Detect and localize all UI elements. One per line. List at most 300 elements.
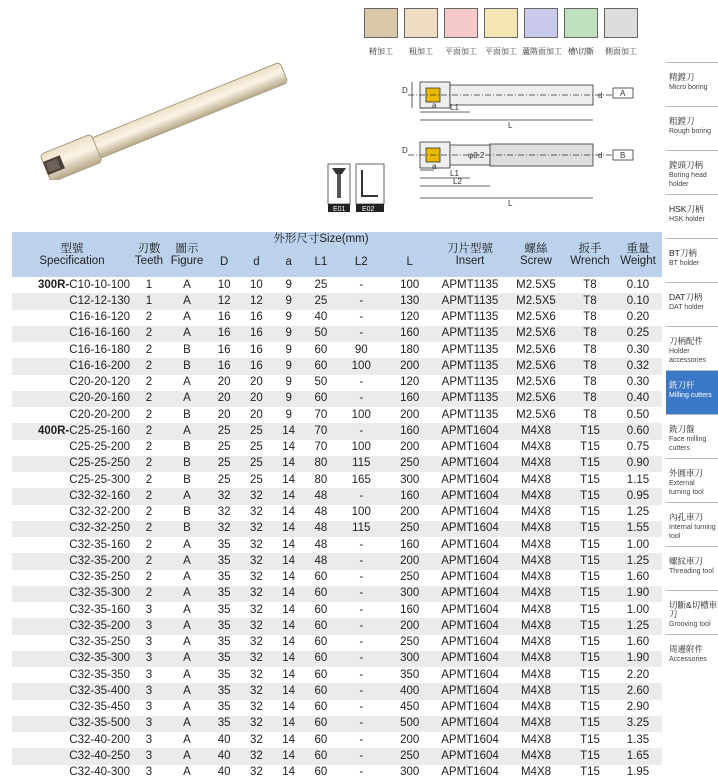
cell-insert: APMT1604	[434, 602, 506, 618]
cell-insert: APMT1135	[434, 391, 506, 407]
cell-teeth: 2	[132, 521, 166, 537]
dim-L1-label-b: L1	[450, 169, 459, 178]
cell-wrench: T8	[566, 326, 614, 342]
cell-L2: 115	[337, 456, 385, 472]
table-row	[12, 635, 662, 651]
header-specification: 型號 Specification	[12, 232, 132, 277]
cell-D: 40	[208, 732, 240, 748]
cell-fig: A	[166, 423, 208, 439]
machining-legend	[362, 8, 670, 64]
sidebar-item[interactable]	[666, 370, 718, 414]
spec-code: C32-40-200	[69, 733, 130, 746]
cell-a: 14	[273, 553, 305, 569]
cell-wrench: T8	[566, 342, 614, 358]
spec-cell	[12, 423, 132, 439]
cell-screw: M4X8	[506, 440, 566, 456]
sidebar-item-label: 切斷&切槽車刀	[669, 600, 718, 619]
cell-D: 40	[208, 748, 240, 764]
spec-code: C20-20-120	[69, 376, 130, 389]
cell-screw: M2.5X6	[506, 310, 566, 326]
cell-fig: A	[166, 716, 208, 732]
cell-screw: M4X8	[506, 667, 566, 683]
cell-teeth: 2	[132, 342, 166, 358]
cell-D: 35	[208, 667, 240, 683]
spec-cell	[12, 342, 132, 358]
table-row	[12, 456, 662, 472]
legend-item	[362, 8, 400, 57]
cell-d: 32	[240, 716, 272, 732]
table-row	[12, 505, 662, 521]
cell-L2: 165	[337, 472, 385, 488]
sidebar-item-label: HSK刀柄	[669, 204, 704, 214]
header-weight: 重量 Weight	[614, 232, 662, 277]
cell-L1: 60	[305, 765, 337, 781]
spec-cell	[12, 765, 132, 781]
table-row	[12, 700, 662, 716]
spec-cell	[12, 635, 132, 651]
table-row	[12, 586, 662, 602]
sidebar-item-label: 螺紋車刀	[669, 556, 704, 566]
cell-screw: M4X8	[506, 521, 566, 537]
cell-D: 35	[208, 635, 240, 651]
cell-wrench: T15	[566, 765, 614, 781]
spec-code: C20-20-160	[69, 392, 130, 405]
cell-wrench: T15	[566, 521, 614, 537]
cell-L2: -	[337, 667, 385, 683]
cell-fig: B	[166, 472, 208, 488]
sidebar-item[interactable]	[666, 150, 718, 194]
cell-wrench: T15	[566, 488, 614, 504]
cell-wrench: T8	[566, 391, 614, 407]
cell-L1: 60	[305, 683, 337, 699]
cell-fig: B	[166, 505, 208, 521]
cell-L1: 80	[305, 456, 337, 472]
sidebar-item[interactable]	[666, 282, 718, 326]
legend-label: 平面加工	[485, 47, 517, 56]
cell-L2: -	[337, 618, 385, 634]
cell-fig: A	[166, 375, 208, 391]
cell-weight: 0.30	[614, 375, 662, 391]
sidebar-item[interactable]	[666, 502, 718, 546]
cell-wrench: T15	[566, 440, 614, 456]
cell-a: 9	[273, 326, 305, 342]
table-row	[12, 602, 662, 618]
spec-code: C25-25-160	[69, 424, 130, 437]
header-screw: 螺絲 Screw	[506, 232, 566, 277]
cell-L2: 100	[337, 440, 385, 456]
cell-L2: -	[337, 326, 385, 342]
cell-weight: 0.20	[614, 310, 662, 326]
cell-L: 200	[385, 358, 434, 374]
cell-d: 25	[240, 456, 272, 472]
cell-L1: 40	[305, 310, 337, 326]
sidebar-item-sublabel: Face milling cutters	[669, 436, 707, 452]
cell-L2: -	[337, 700, 385, 716]
cell-wrench: T15	[566, 537, 614, 553]
cell-weight: 2.60	[614, 683, 662, 699]
cell-wrench: T15	[566, 716, 614, 732]
cell-screw: M4X8	[506, 716, 566, 732]
cell-teeth: 2	[132, 310, 166, 326]
header-L2: L2	[337, 246, 385, 277]
table-row	[12, 277, 662, 293]
spec-code: C32-35-160	[69, 603, 130, 616]
category-sidebar	[666, 62, 718, 678]
cell-a: 9	[273, 358, 305, 374]
sidebar-item-sublabel: DAT holder	[669, 304, 704, 311]
cell-L1: 60	[305, 602, 337, 618]
cell-screw: M2.5X6	[506, 358, 566, 374]
cell-insert: APMT1135	[434, 277, 506, 293]
cell-d: 32	[240, 488, 272, 504]
cell-teeth: 2	[132, 456, 166, 472]
cell-teeth: 1	[132, 277, 166, 293]
cell-wrench: T8	[566, 375, 614, 391]
cell-wrench: T15	[566, 570, 614, 586]
cell-a: 9	[273, 407, 305, 423]
dim-L1-label: L1	[450, 103, 459, 112]
table-row	[12, 667, 662, 683]
dim-D-label-b: D	[402, 146, 408, 155]
sidebar-item-sublabel: External turning tool	[669, 480, 704, 496]
cell-L: 250	[385, 570, 434, 586]
cell-L: 160	[385, 326, 434, 342]
e02-label: E02	[362, 206, 375, 212]
spec-cell	[12, 732, 132, 748]
cell-fig: B	[166, 521, 208, 537]
cell-D: 20	[208, 375, 240, 391]
cell-wrench: T8	[566, 407, 614, 423]
sidebar-item[interactable]	[666, 326, 718, 370]
cell-fig: B	[166, 358, 208, 374]
cell-fig: A	[166, 602, 208, 618]
sidebar-item[interactable]	[666, 62, 718, 106]
cell-fig: A	[166, 700, 208, 716]
cell-insert: APMT1604	[434, 472, 506, 488]
cell-L1: 60	[305, 732, 337, 748]
sidebar-item-label: 外圓車刀	[669, 468, 704, 478]
spec-code: C32-35-250	[69, 571, 130, 584]
cell-weight: 3.25	[614, 716, 662, 732]
cell-L1: 60	[305, 358, 337, 374]
sidebar-item-sublabel: Micro boring	[669, 84, 708, 91]
cell-L2: -	[337, 277, 385, 293]
header-L: L	[385, 246, 434, 277]
cell-teeth: 2	[132, 423, 166, 439]
cell-L: 250	[385, 521, 434, 537]
cell-d: 32	[240, 505, 272, 521]
cell-wrench: T8	[566, 310, 614, 326]
header-d: d	[240, 246, 272, 277]
cell-screw: M4X8	[506, 423, 566, 439]
sidebar-item[interactable]	[666, 238, 718, 282]
cell-screw: M2.5X6	[506, 342, 566, 358]
sidebar-item[interactable]	[666, 546, 718, 590]
cell-teeth: 2	[132, 440, 166, 456]
cell-d: 25	[240, 472, 272, 488]
cell-weight: 1.90	[614, 651, 662, 667]
cell-L: 300	[385, 765, 434, 781]
cell-L: 500	[385, 716, 434, 732]
cell-d: 16	[240, 358, 272, 374]
spec-code: C32-35-450	[69, 701, 130, 714]
sidebar-item[interactable]	[666, 458, 718, 502]
cell-L2: 100	[337, 505, 385, 521]
cell-D: 35	[208, 537, 240, 553]
legend-label: 側面加工	[605, 47, 637, 56]
cell-L2: 115	[337, 521, 385, 537]
figure-b-box: B	[620, 151, 626, 160]
cell-a: 14	[273, 667, 305, 683]
cell-L: 200	[385, 505, 434, 521]
cell-a: 14	[273, 586, 305, 602]
cell-weight: 1.25	[614, 505, 662, 521]
cell-screw: M2.5X5	[506, 277, 566, 293]
cell-weight: 0.50	[614, 407, 662, 423]
sidebar-item-sublabel: Boring head holder	[669, 172, 707, 188]
cell-insert: APMT1604	[434, 537, 506, 553]
cell-a: 14	[273, 456, 305, 472]
spec-cell	[12, 472, 132, 488]
cell-wrench: T8	[566, 358, 614, 374]
cell-d: 10	[240, 277, 272, 293]
cell-weight: 0.30	[614, 342, 662, 358]
cell-screw: M2.5X6	[506, 407, 566, 423]
cell-wrench: T15	[566, 553, 614, 569]
cell-a: 14	[273, 732, 305, 748]
sidebar-item-label: DAT刀柄	[669, 292, 703, 302]
table-row	[12, 407, 662, 423]
cell-insert: APMT1604	[434, 440, 506, 456]
cell-L: 160	[385, 488, 434, 504]
spec-code: C32-35-350	[69, 668, 130, 681]
cell-wrench: T15	[566, 586, 614, 602]
table-row	[12, 765, 662, 781]
cell-screw: M4X8	[506, 488, 566, 504]
cell-fig: A	[166, 635, 208, 651]
cell-L2: -	[337, 586, 385, 602]
cell-L: 160	[385, 423, 434, 439]
table-row	[12, 440, 662, 456]
tool-photo	[28, 60, 298, 180]
cell-d: 32	[240, 765, 272, 781]
cell-L2: -	[337, 602, 385, 618]
spec-cell	[12, 326, 132, 342]
header-a: a	[273, 246, 305, 277]
dimension-drawing	[398, 70, 638, 220]
cell-fig: A	[166, 553, 208, 569]
cell-a: 9	[273, 391, 305, 407]
cell-D: 35	[208, 683, 240, 699]
cell-a: 14	[273, 716, 305, 732]
cell-d: 32	[240, 618, 272, 634]
legend-label: 平面加工	[445, 47, 477, 56]
table-row	[12, 472, 662, 488]
table-row	[12, 732, 662, 748]
cell-a: 14	[273, 440, 305, 456]
spec-code: C32-35-500	[69, 717, 130, 730]
cell-insert: APMT1604	[434, 618, 506, 634]
cell-D: 35	[208, 586, 240, 602]
cell-d: 32	[240, 586, 272, 602]
dim-L-label-b: L	[508, 199, 513, 208]
cell-fig: A	[166, 326, 208, 342]
cell-fig: A	[166, 732, 208, 748]
cell-L: 160	[385, 391, 434, 407]
cell-L1: 48	[305, 488, 337, 504]
sidebar-item[interactable]	[666, 414, 718, 458]
spec-cell	[12, 537, 132, 553]
cell-insert: APMT1604	[434, 570, 506, 586]
cell-L: 400	[385, 683, 434, 699]
cell-insert: APMT1604	[434, 651, 506, 667]
sidebar-item[interactable]	[666, 590, 718, 634]
table-row	[12, 537, 662, 553]
cell-L1: 25	[305, 293, 337, 309]
cell-wrench: T15	[566, 748, 614, 764]
spec-cell	[12, 586, 132, 602]
cell-wrench: T15	[566, 651, 614, 667]
dim-L2-label: L2	[453, 177, 462, 186]
cell-weight: 0.32	[614, 358, 662, 374]
cell-fig: A	[166, 765, 208, 781]
spec-code: C32-35-160	[69, 538, 130, 551]
cell-L: 450	[385, 700, 434, 716]
specification-table	[12, 232, 662, 781]
sidebar-item-sublabel: Grooving tool	[669, 621, 711, 628]
cell-teeth: 2	[132, 407, 166, 423]
cell-teeth: 2	[132, 488, 166, 504]
cell-d: 32	[240, 570, 272, 586]
cell-L1: 50	[305, 326, 337, 342]
cell-weight: 0.75	[614, 440, 662, 456]
spec-code: C16-16-120	[69, 311, 130, 324]
cell-teeth: 2	[132, 375, 166, 391]
cell-a: 14	[273, 537, 305, 553]
cell-D: 40	[208, 765, 240, 781]
cell-a: 14	[273, 651, 305, 667]
cell-wrench: T15	[566, 472, 614, 488]
cell-wrench: T15	[566, 732, 614, 748]
cell-D: 10	[208, 277, 240, 293]
cell-insert: APMT1604	[434, 765, 506, 781]
legend-item	[402, 8, 440, 57]
cell-weight: 1.00	[614, 537, 662, 553]
legend-swatch	[404, 8, 438, 38]
spec-cell	[12, 748, 132, 764]
cell-fig: A	[166, 537, 208, 553]
cell-d: 16	[240, 310, 272, 326]
cell-L2: 100	[337, 407, 385, 423]
cell-fig: A	[166, 391, 208, 407]
cell-L: 180	[385, 342, 434, 358]
cell-L1: 70	[305, 407, 337, 423]
cell-a: 14	[273, 488, 305, 504]
sidebar-item-label: 銑刀杆	[669, 380, 695, 390]
cell-D: 16	[208, 310, 240, 326]
cell-a: 14	[273, 748, 305, 764]
cell-teeth: 3	[132, 732, 166, 748]
table-row	[12, 391, 662, 407]
cell-screw: M4X8	[506, 748, 566, 764]
cell-wrench: T15	[566, 618, 614, 634]
cell-d: 12	[240, 293, 272, 309]
legend-item	[562, 8, 600, 57]
cell-teeth: 2	[132, 553, 166, 569]
cell-L2: -	[337, 748, 385, 764]
legend-swatch	[364, 8, 398, 38]
cell-fig: B	[166, 440, 208, 456]
cell-insert: APMT1135	[434, 293, 506, 309]
cell-screw: M2.5X6	[506, 391, 566, 407]
cell-a: 14	[273, 505, 305, 521]
spec-code: C32-32-250	[69, 522, 130, 535]
cell-teeth: 1	[132, 293, 166, 309]
table-row	[12, 423, 662, 439]
cell-a: 14	[273, 602, 305, 618]
cell-teeth: 3	[132, 618, 166, 634]
cell-a: 9	[273, 342, 305, 358]
cell-D: 16	[208, 358, 240, 374]
spec-code: C16-16-160	[69, 327, 130, 340]
cell-weight: 0.95	[614, 488, 662, 504]
header-figure: 圖示 Figure	[166, 232, 208, 277]
spec-cell	[12, 602, 132, 618]
cell-insert: APMT1135	[434, 358, 506, 374]
spec-code: C32-40-300	[69, 766, 130, 779]
sidebar-item[interactable]	[666, 106, 718, 150]
sidebar-item[interactable]	[666, 194, 718, 238]
spec-code: C32-35-200	[69, 619, 130, 632]
sidebar-item-label: 刀柄配件	[669, 336, 704, 346]
cell-a: 14	[273, 521, 305, 537]
cell-insert: APMT1604	[434, 521, 506, 537]
cell-L2: -	[337, 683, 385, 699]
spec-cell	[12, 683, 132, 699]
table-row	[12, 553, 662, 569]
cell-a: 14	[273, 472, 305, 488]
spec-cell	[12, 667, 132, 683]
cell-L: 300	[385, 472, 434, 488]
cell-L: 250	[385, 456, 434, 472]
cell-L1: 60	[305, 635, 337, 651]
cell-weight: 1.00	[614, 602, 662, 618]
spec-code: C32-35-250	[69, 636, 130, 649]
cell-screw: M4X8	[506, 651, 566, 667]
cell-d: 25	[240, 440, 272, 456]
cell-D: 16	[208, 326, 240, 342]
table-row	[12, 618, 662, 634]
cell-insert: APMT1135	[434, 342, 506, 358]
cell-L2: -	[337, 716, 385, 732]
sidebar-item-sublabel: Accessories	[669, 656, 707, 663]
header-wrench: 扳手 Wrench	[566, 232, 614, 277]
legend-swatch	[444, 8, 478, 38]
sidebar-item[interactable]	[666, 634, 718, 678]
sidebar-item-sublabel: BT holder	[669, 260, 700, 267]
cell-weight: 1.25	[614, 618, 662, 634]
figure-a-box: A	[620, 89, 626, 98]
cell-L1: 60	[305, 748, 337, 764]
cell-L1: 60	[305, 618, 337, 634]
cell-wrench: T15	[566, 683, 614, 699]
cell-D: 20	[208, 391, 240, 407]
cell-screw: M4X8	[506, 586, 566, 602]
cell-d: 32	[240, 537, 272, 553]
legend-swatch	[564, 8, 598, 38]
cell-screw: M2.5X5	[506, 293, 566, 309]
cell-L1: 25	[305, 277, 337, 293]
